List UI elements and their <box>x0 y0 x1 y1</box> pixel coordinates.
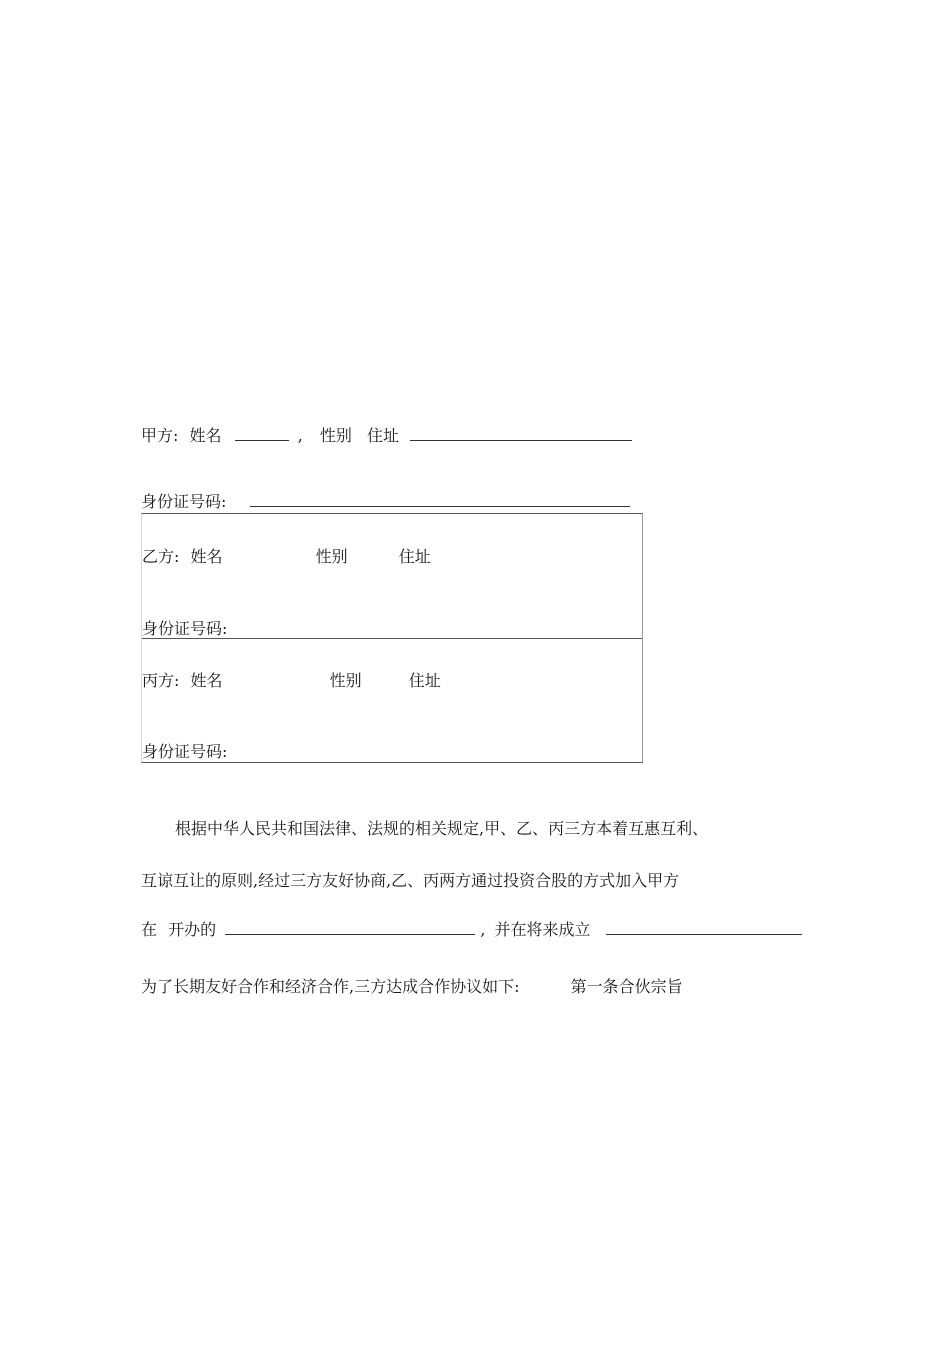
future-entity-field[interactable] <box>606 920 802 935</box>
party-a-id-label: 身份证号码: <box>141 492 227 511</box>
party-a-id-line <box>141 492 630 512</box>
party-b-box <box>141 513 643 639</box>
party-c-box <box>141 638 643 763</box>
party-b-line <box>142 547 431 567</box>
party-c-name-label: 姓名 <box>190 671 223 690</box>
article-one-heading: 第一条合伙宗旨 <box>570 977 683 996</box>
party-b-name-label: 姓名 <box>190 547 223 566</box>
party-c-line <box>142 671 441 691</box>
party-c-label: 丙方: <box>142 671 180 690</box>
party-b-id-line <box>142 619 227 639</box>
body-line-4 <box>141 977 683 997</box>
party-b-label: 乙方: <box>142 547 180 566</box>
body-line-3 <box>141 920 802 940</box>
body-line-3-comma: , <box>480 920 486 939</box>
party-a-comma: , <box>297 426 303 445</box>
party-a-line <box>141 426 632 446</box>
body-line-1: 根据中华人民共和国法律、法规的相关规定,甲、乙、丙三方本着互惠互利、 <box>175 819 709 838</box>
party-c-id-line <box>142 742 227 762</box>
party-a-name-label: 姓名 <box>189 426 222 445</box>
party-a-name-field[interactable] <box>235 426 289 441</box>
body-line-3-opened: 开办的 <box>168 920 217 939</box>
party-b-address-label: 住址 <box>398 547 431 566</box>
party-c-address-label: 住址 <box>408 671 441 690</box>
party-a-label: 甲方: <box>141 426 179 445</box>
body-line-3-establish: 并在将来成立 <box>494 920 591 939</box>
party-a-address-field[interactable] <box>410 426 632 441</box>
party-c-gender-label: 性别 <box>329 671 362 690</box>
business-name-field[interactable] <box>225 920 475 935</box>
party-c-id-label: 身份证号码: <box>142 742 228 761</box>
party-b-id-label: 身份证号码: <box>142 619 228 638</box>
body-line-2: 互谅互让的原则,经过三方友好协商,乙、丙两方通过投资合股的方式加入甲方 <box>141 871 680 890</box>
party-a-id-field[interactable] <box>250 492 630 507</box>
party-a-gender-label: 性别 <box>319 426 352 445</box>
body-line-4-text: 为了长期友好合作和经济合作,三方达成合作协议如下: <box>141 977 520 996</box>
party-b-gender-label: 性别 <box>315 547 348 566</box>
body-line-3-at: 在 <box>141 920 158 939</box>
party-a-address-label: 住址 <box>367 426 400 445</box>
